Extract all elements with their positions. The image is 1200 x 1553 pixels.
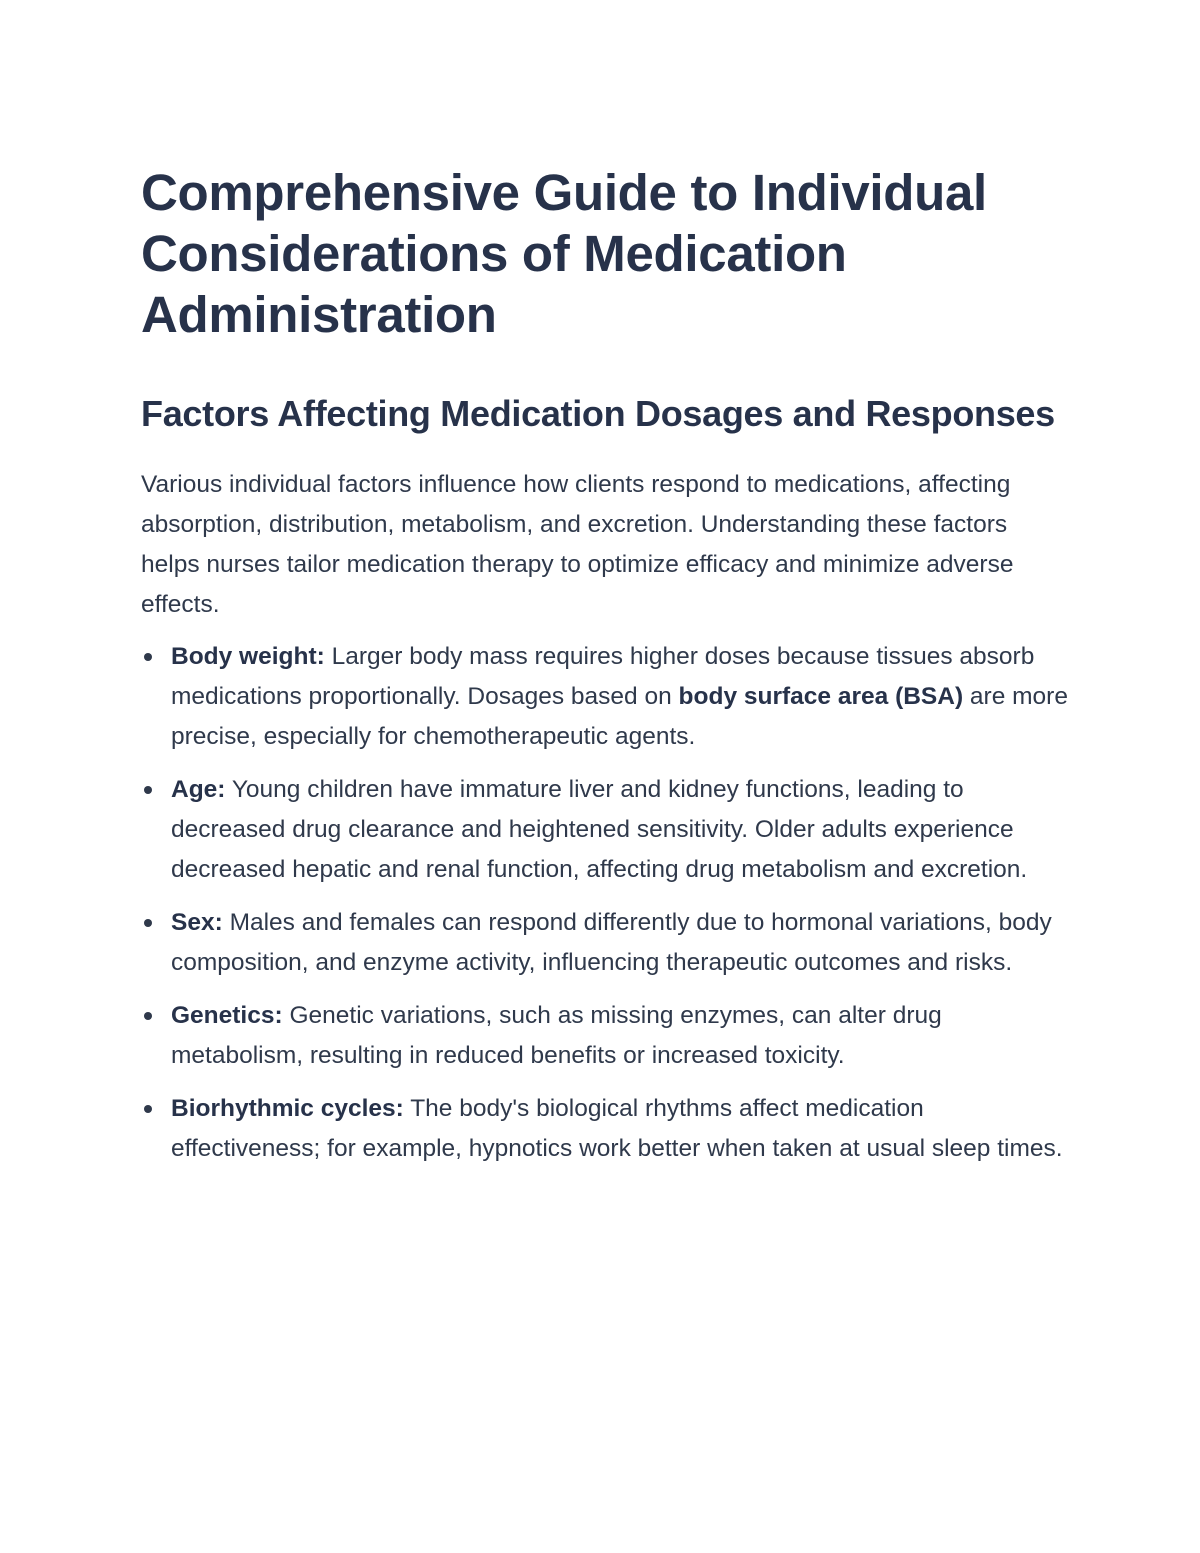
list-item-biorhythmic-cycles xyxy=(141,1089,1071,1169)
factor-text: The body's biological rhythms affect medication effectiveness; for example, hypnotics work better when taken at usual sleep times. xyxy=(171,1095,1063,1162)
bullet-icon xyxy=(144,1012,152,1020)
bullet-icon xyxy=(144,786,152,794)
factor-term: Biorhythmic cycles: xyxy=(171,1095,404,1122)
factor-emphasis: body surface area (BSA) xyxy=(678,683,964,710)
intro-paragraph: Various individual factors influence how clients respond to medications, affecting absorption, distribution, metabolism, and excretion. Understanding these factors helps nurses tailor medication therapy to optimize efficacy and minimize adverse effects. xyxy=(141,471,1014,618)
factor-text: Young children have immature liver and kidney functions, leading to decreased drug clearance and heightened sensitivity. Older adults experience decreased hepatic and renal function, affecting drug metabolism and excretion. xyxy=(171,776,1028,883)
factor-text: Genetic variations, such as missing enzymes, can alter drug metabolism, resulting in reduced benefits or increased toxicity. xyxy=(171,1002,942,1069)
factor-text-continued: are more precise, especially for chemotherapeutic agents. xyxy=(171,683,1068,750)
list-item-age xyxy=(141,770,1071,890)
bullet-icon xyxy=(144,653,152,661)
list-item-genetics xyxy=(141,996,1071,1076)
list-item-sex xyxy=(141,903,1071,983)
bullet-icon xyxy=(144,1105,152,1113)
factors-list xyxy=(141,637,1071,1169)
factor-term: Sex: xyxy=(171,909,223,936)
list-item-body-weight xyxy=(141,637,1071,757)
factor-term: Age: xyxy=(171,776,226,803)
page-title: Comprehensive Guide to Individual Considerations of Medication Administration xyxy=(141,164,987,343)
factor-text: Larger body mass requires higher doses because tissues absorb medications proportionally. Dosages based on xyxy=(171,643,1035,710)
factor-term: Genetics: xyxy=(171,1002,283,1029)
factor-term: Body weight: xyxy=(171,643,325,670)
bullet-icon xyxy=(144,919,152,927)
factor-text: Males and females can respond differently due to hormonal variations, body composition, and enzyme activity, influencing therapeutic outcomes and risks. xyxy=(171,909,1052,976)
section-heading: Factors Affecting Medication Dosages and Responses xyxy=(141,393,1055,434)
document-page xyxy=(141,162,1071,1182)
